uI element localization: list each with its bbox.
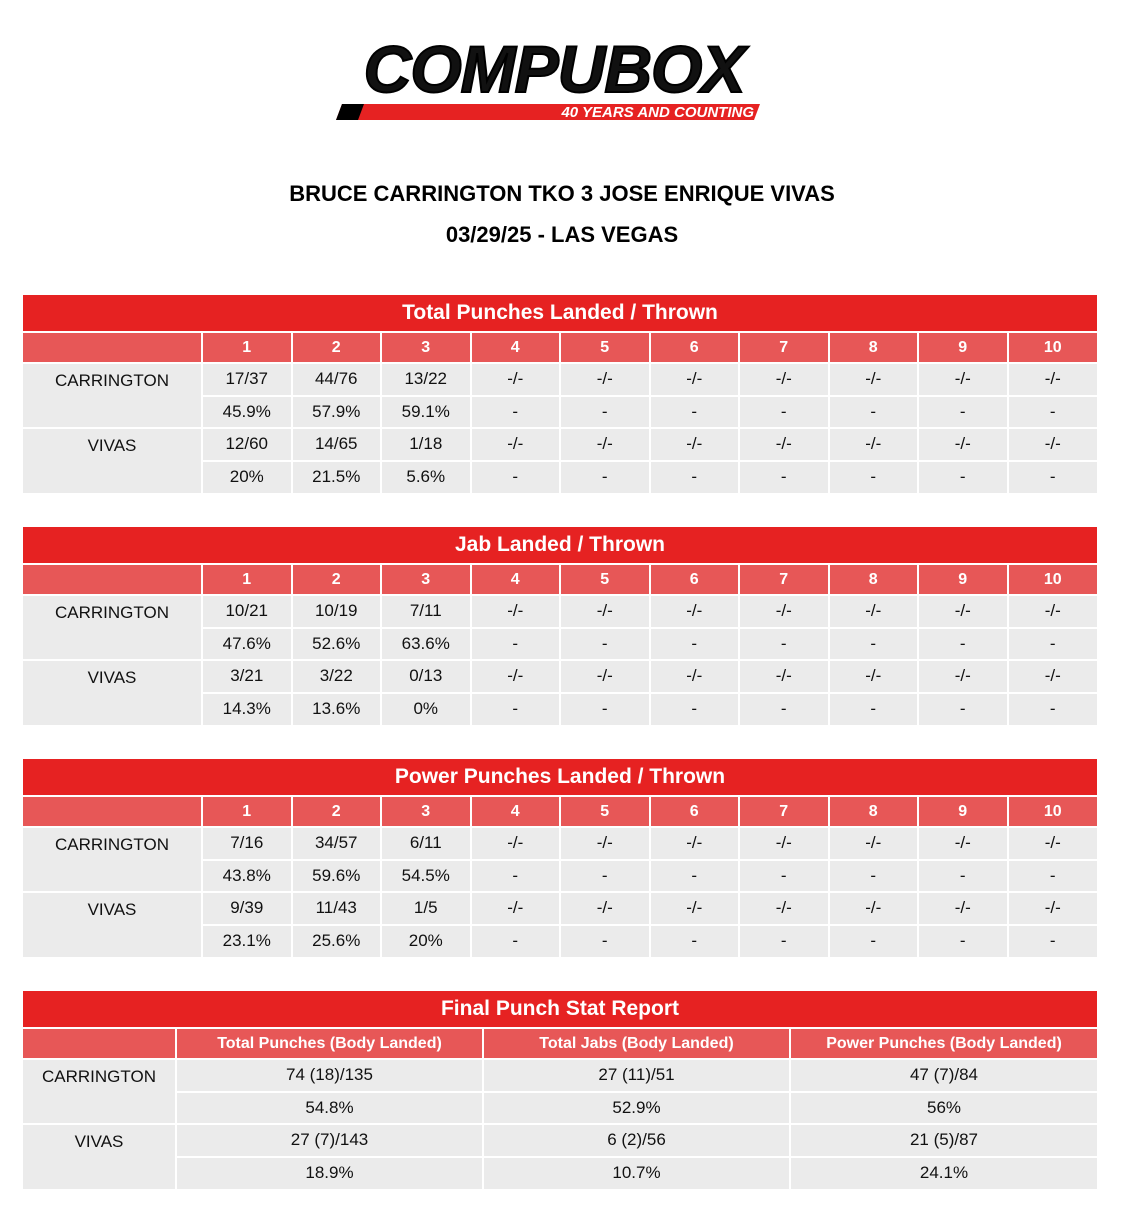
stat-cell: -/- <box>471 660 561 693</box>
pct-cell: 20% <box>202 461 292 494</box>
round-header: 1 <box>202 332 292 363</box>
round-header: 5 <box>560 796 650 827</box>
pct-cell: 43.8% <box>202 860 292 893</box>
pct-cell: 59.1% <box>381 396 471 429</box>
pct-cell: - <box>1008 925 1098 958</box>
pct-cell: 54.5% <box>381 860 471 893</box>
stat-cell: -/- <box>918 595 1008 628</box>
pct-cell: - <box>739 693 829 726</box>
pct-cell: - <box>918 628 1008 661</box>
stat-cell: -/- <box>918 363 1008 396</box>
pct-cell: - <box>560 461 650 494</box>
pct-cell: - <box>1008 396 1098 429</box>
stat-cell: -/- <box>650 595 740 628</box>
round-header: 2 <box>292 332 382 363</box>
round-header: 7 <box>739 332 829 363</box>
stat-cell: -/- <box>829 428 919 461</box>
round-header: 6 <box>650 796 740 827</box>
stat-cell: -/- <box>829 827 919 860</box>
round-header: 8 <box>829 332 919 363</box>
fighter-name: VIVAS <box>23 1124 176 1189</box>
fighter-name: CARRINGTON <box>23 1059 176 1124</box>
stat-cell: 74 (18)/135 <box>176 1059 483 1092</box>
pct-cell: 14.3% <box>202 693 292 726</box>
stat-cell: -/- <box>1008 892 1098 925</box>
pct-cell: 52.6% <box>292 628 382 661</box>
total-table <box>23 331 1097 493</box>
stat-cell: -/- <box>918 428 1008 461</box>
jab-table <box>23 563 1097 725</box>
round-header-row <box>23 796 1097 827</box>
stat-cell: -/- <box>739 363 829 396</box>
stat-cell: 7/11 <box>381 595 471 628</box>
stat-cell: 6/11 <box>381 827 471 860</box>
table-row <box>23 892 1097 925</box>
stat-cell: 47 (7)/84 <box>790 1059 1097 1092</box>
stat-cell: 3/22 <box>292 660 382 693</box>
table-row <box>23 1124 1097 1157</box>
stat-cell: -/- <box>650 892 740 925</box>
pct-cell: - <box>829 925 919 958</box>
pct-cell: 54.8% <box>176 1092 483 1125</box>
stat-cell: -/- <box>829 363 919 396</box>
fight-date-location: 03/29/25 - LAS VEGAS <box>445 222 679 247</box>
stat-cell: -/- <box>739 595 829 628</box>
stat-cell: -/- <box>560 827 650 860</box>
stat-cell: -/- <box>560 428 650 461</box>
stat-cell: 7/16 <box>202 827 292 860</box>
pct-cell: - <box>918 925 1008 958</box>
stat-cell: -/- <box>471 827 561 860</box>
blank-header-cell <box>23 564 202 595</box>
stat-cell: -/- <box>650 363 740 396</box>
pct-cell: - <box>1008 693 1098 726</box>
stat-cell: -/- <box>650 660 740 693</box>
pct-cell: - <box>918 860 1008 893</box>
pct-cell: - <box>650 396 740 429</box>
total-punches-section <box>23 295 1097 493</box>
stat-cell: -/- <box>471 892 561 925</box>
round-header: 3 <box>381 564 471 595</box>
pct-cell: 56% <box>790 1092 1097 1125</box>
table-row <box>23 595 1097 628</box>
stat-cell: -/- <box>1008 363 1098 396</box>
stat-cell: 3/21 <box>202 660 292 693</box>
pct-cell: 25.6% <box>292 925 382 958</box>
round-header: 6 <box>650 564 740 595</box>
stat-cell: 21 (5)/87 <box>790 1124 1097 1157</box>
pct-cell: - <box>471 628 561 661</box>
round-header: 4 <box>471 796 561 827</box>
table-row <box>23 660 1097 693</box>
blank-header-cell <box>23 796 202 827</box>
round-header-row <box>23 564 1097 595</box>
stat-cell: -/- <box>739 660 829 693</box>
stat-cell: -/- <box>471 428 561 461</box>
pct-cell: - <box>471 461 561 494</box>
pct-cell: - <box>739 396 829 429</box>
fighter-name: CARRINGTON <box>23 363 202 428</box>
round-header: 10 <box>1008 332 1098 363</box>
logo-brand-text: COMPUBOX <box>363 38 745 106</box>
pct-cell: - <box>829 628 919 661</box>
pct-cell: 0% <box>381 693 471 726</box>
stat-cell: 12/60 <box>202 428 292 461</box>
pct-cell: 5.6% <box>381 461 471 494</box>
pct-cell: - <box>739 925 829 958</box>
stat-cell: -/- <box>560 363 650 396</box>
fighter-name: VIVAS <box>23 660 202 725</box>
stat-cell: 1/18 <box>381 428 471 461</box>
pct-cell: 23.1% <box>202 925 292 958</box>
stat-cell: 27 (7)/143 <box>176 1124 483 1157</box>
stat-cell: -/- <box>739 892 829 925</box>
pct-cell: - <box>650 628 740 661</box>
pct-cell: - <box>650 925 740 958</box>
power-header: Power Punches Landed / Thrown <box>23 759 1097 795</box>
pct-cell: 13.6% <box>292 693 382 726</box>
round-header: 9 <box>918 796 1008 827</box>
pct-cell: 45.9% <box>202 396 292 429</box>
pct-cell: - <box>471 396 561 429</box>
stat-cell: -/- <box>918 660 1008 693</box>
round-header: 3 <box>381 332 471 363</box>
stat-cell: -/- <box>829 660 919 693</box>
round-header: 2 <box>292 796 382 827</box>
fighter-name: VIVAS <box>23 428 202 493</box>
stat-cell: 27 (11)/51 <box>483 1059 790 1092</box>
stat-cell: 44/76 <box>292 363 382 396</box>
table-row <box>23 1157 1097 1190</box>
pct-cell: - <box>829 693 919 726</box>
pct-cell: - <box>829 396 919 429</box>
final-header-row <box>23 1028 1097 1059</box>
fighter-name: CARRINGTON <box>23 827 202 892</box>
power-table <box>23 795 1097 957</box>
final-report-section <box>23 991 1097 1189</box>
round-header: 10 <box>1008 564 1098 595</box>
stat-cell: -/- <box>650 428 740 461</box>
table-row <box>23 1059 1097 1092</box>
stat-cell: -/- <box>1008 428 1098 461</box>
pct-cell: 21.5% <box>292 461 382 494</box>
round-header: 8 <box>829 564 919 595</box>
pct-cell: 24.1% <box>790 1157 1097 1190</box>
table-row <box>23 428 1097 461</box>
pct-cell: 10.7% <box>483 1157 790 1190</box>
stat-cell: -/- <box>918 892 1008 925</box>
pct-cell: - <box>918 693 1008 726</box>
pct-cell: - <box>560 860 650 893</box>
pct-cell: 52.9% <box>483 1092 790 1125</box>
pct-cell: 63.6% <box>381 628 471 661</box>
stat-cell: 10/19 <box>292 595 382 628</box>
pct-cell: - <box>739 860 829 893</box>
stat-cell: 14/65 <box>292 428 382 461</box>
stat-cell: 11/43 <box>292 892 382 925</box>
col-total-punches: Total Punches (Body Landed) <box>176 1028 483 1059</box>
pct-cell: - <box>739 461 829 494</box>
stat-cell: -/- <box>560 660 650 693</box>
round-header: 8 <box>829 796 919 827</box>
pct-cell: 59.6% <box>292 860 382 893</box>
total-header: Total Punches Landed / Thrown <box>23 295 1097 331</box>
pct-cell: - <box>471 925 561 958</box>
jab-section <box>23 527 1097 725</box>
round-header: 4 <box>471 332 561 363</box>
pct-cell: - <box>650 461 740 494</box>
power-punches-section <box>23 759 1097 957</box>
stat-cell: -/- <box>1008 660 1098 693</box>
table-row <box>23 363 1097 396</box>
round-header: 3 <box>381 796 471 827</box>
round-header-row <box>23 332 1097 363</box>
round-header: 7 <box>739 796 829 827</box>
stat-cell: 0/13 <box>381 660 471 693</box>
stat-cell: 10/21 <box>202 595 292 628</box>
round-header: 6 <box>650 332 740 363</box>
table-row <box>23 1092 1097 1125</box>
pct-cell: - <box>471 693 561 726</box>
round-header: 2 <box>292 564 382 595</box>
round-header: 1 <box>202 796 292 827</box>
stat-cell: -/- <box>560 892 650 925</box>
pct-cell: - <box>650 860 740 893</box>
round-header: 9 <box>918 564 1008 595</box>
stat-cell: -/- <box>560 595 650 628</box>
blank-header-cell <box>23 1028 176 1059</box>
pct-cell: - <box>560 396 650 429</box>
round-header: 4 <box>471 564 561 595</box>
final-report-header: Final Punch Stat Report <box>23 991 1097 1027</box>
final-report-table <box>23 1027 1097 1189</box>
jab-header: Jab Landed / Thrown <box>23 527 1097 563</box>
stat-cell: 1/5 <box>381 892 471 925</box>
fight-title: BRUCE CARRINGTON TKO 3 JOSE ENRIQUE VIVAS <box>289 181 835 206</box>
pct-cell: - <box>471 860 561 893</box>
stat-cell: 6 (2)/56 <box>483 1124 790 1157</box>
pct-cell: - <box>560 693 650 726</box>
logo-tagline-text: 40 YEARS AND COUNTING <box>561 104 754 121</box>
stat-cell: -/- <box>650 827 740 860</box>
round-header: 5 <box>560 332 650 363</box>
stat-cell: 9/39 <box>202 892 292 925</box>
pct-cell: - <box>739 628 829 661</box>
stat-cell: -/- <box>918 827 1008 860</box>
pct-cell: - <box>1008 860 1098 893</box>
pct-cell: - <box>918 461 1008 494</box>
blank-header-cell <box>23 332 202 363</box>
round-header: 9 <box>918 332 1008 363</box>
stat-cell: -/- <box>1008 827 1098 860</box>
stat-cell: -/- <box>829 595 919 628</box>
round-header: 1 <box>202 564 292 595</box>
round-header: 5 <box>560 564 650 595</box>
round-header: 10 <box>1008 796 1098 827</box>
pct-cell: - <box>829 860 919 893</box>
stat-cell: 34/57 <box>292 827 382 860</box>
stat-cell: -/- <box>471 363 561 396</box>
stat-cell: -/- <box>739 428 829 461</box>
pct-cell: - <box>650 693 740 726</box>
pct-cell: - <box>1008 461 1098 494</box>
fighter-name: VIVAS <box>23 892 202 957</box>
pct-cell: 57.9% <box>292 396 382 429</box>
stat-cell: -/- <box>1008 595 1098 628</box>
pct-cell: - <box>829 461 919 494</box>
pct-cell: 18.9% <box>176 1157 483 1190</box>
pct-cell: - <box>1008 628 1098 661</box>
pct-cell: 47.6% <box>202 628 292 661</box>
fighter-name: CARRINGTON <box>23 595 202 660</box>
stat-cell: -/- <box>739 827 829 860</box>
pct-cell: - <box>560 628 650 661</box>
pct-cell: - <box>918 396 1008 429</box>
stat-cell: 13/22 <box>381 363 471 396</box>
round-header: 7 <box>739 564 829 595</box>
pct-cell: - <box>560 925 650 958</box>
stat-cell: -/- <box>471 595 561 628</box>
table-row <box>23 827 1097 860</box>
stat-cell: -/- <box>829 892 919 925</box>
pct-cell: 20% <box>381 925 471 958</box>
stat-cell: 17/37 <box>202 363 292 396</box>
col-total-jabs: Total Jabs (Body Landed) <box>483 1028 790 1059</box>
col-power-punches: Power Punches (Body Landed) <box>790 1028 1097 1059</box>
compubox-logo <box>334 38 774 122</box>
